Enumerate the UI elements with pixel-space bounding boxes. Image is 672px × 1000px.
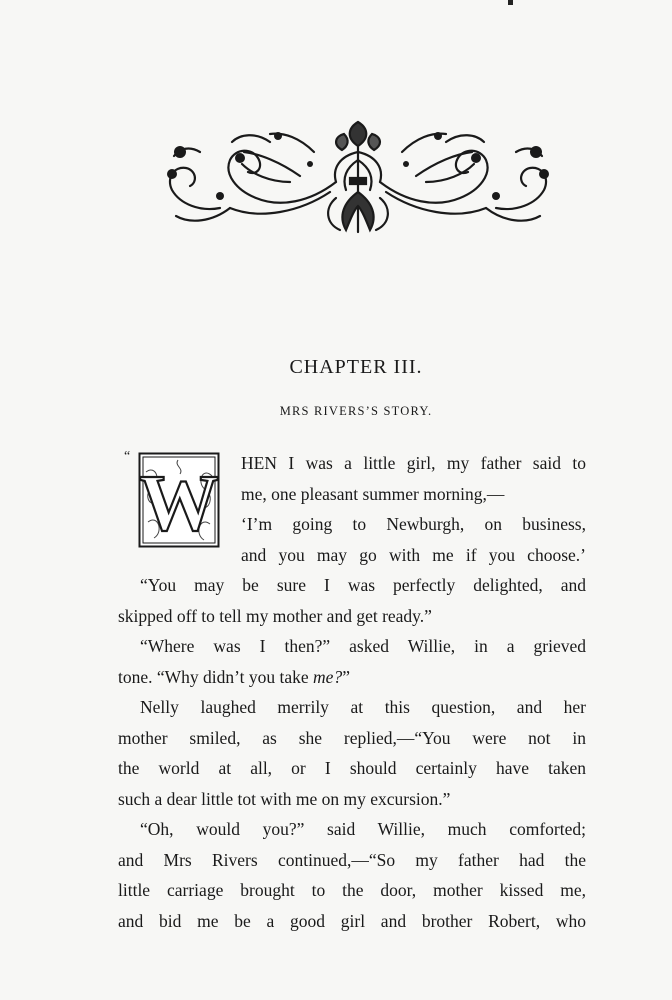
opening-quote-mark: “: [124, 449, 131, 464]
text-line: “Where was I then?” asked Willie, in a grieved: [140, 636, 586, 656]
text-line: skipped off to tell my mother and get ready.”: [118, 605, 432, 626]
text-line: little carriage brought to the door, mother kissed me,: [118, 880, 586, 900]
chapter-subtitle: MRS RIVERS’S STORY.: [279, 404, 433, 418]
print-mark: [508, 0, 513, 5]
text-line: “You may be sure I was perfectly delighted, and: [140, 575, 586, 595]
text-line: and you may go with me if you choose.’: [241, 544, 586, 565]
text-line: HEN I was a little girl, my father said to: [241, 453, 586, 473]
text-line: such a dear little tot with me on my excursion.”: [118, 788, 451, 809]
chapter-title: CHAPTER III.: [289, 356, 423, 378]
tone-line-prefix: tone. “Why didn’t you take: [118, 666, 314, 687]
tone-line-suffix: ”: [342, 666, 350, 687]
text-line: “Oh, would you?” said Willie, much comforted;: [140, 819, 586, 839]
floral-ornament-headpiece: [160, 112, 556, 244]
emphasized-word: me?: [313, 666, 343, 687]
text-line: ‘I’m going to Newburgh, on business,: [241, 514, 586, 534]
text-line: the world at all, or I should certainly have taken: [118, 758, 586, 778]
text-line: and Mrs Rivers continued,—“So my father had the: [118, 849, 586, 870]
text-line: [118, 662, 586, 693]
text-line: and bid me be a good girl and brother Robert, who: [118, 910, 586, 931]
story-text: [118, 448, 586, 936]
initial-letter: W: [139, 460, 219, 548]
text-line: me, one pleasant summer morning,—: [241, 483, 505, 504]
text-line: mother smiled, as she replied,—“You were not in: [118, 727, 586, 748]
text-line: Nelly laughed merrily at this question, and her: [140, 697, 586, 717]
